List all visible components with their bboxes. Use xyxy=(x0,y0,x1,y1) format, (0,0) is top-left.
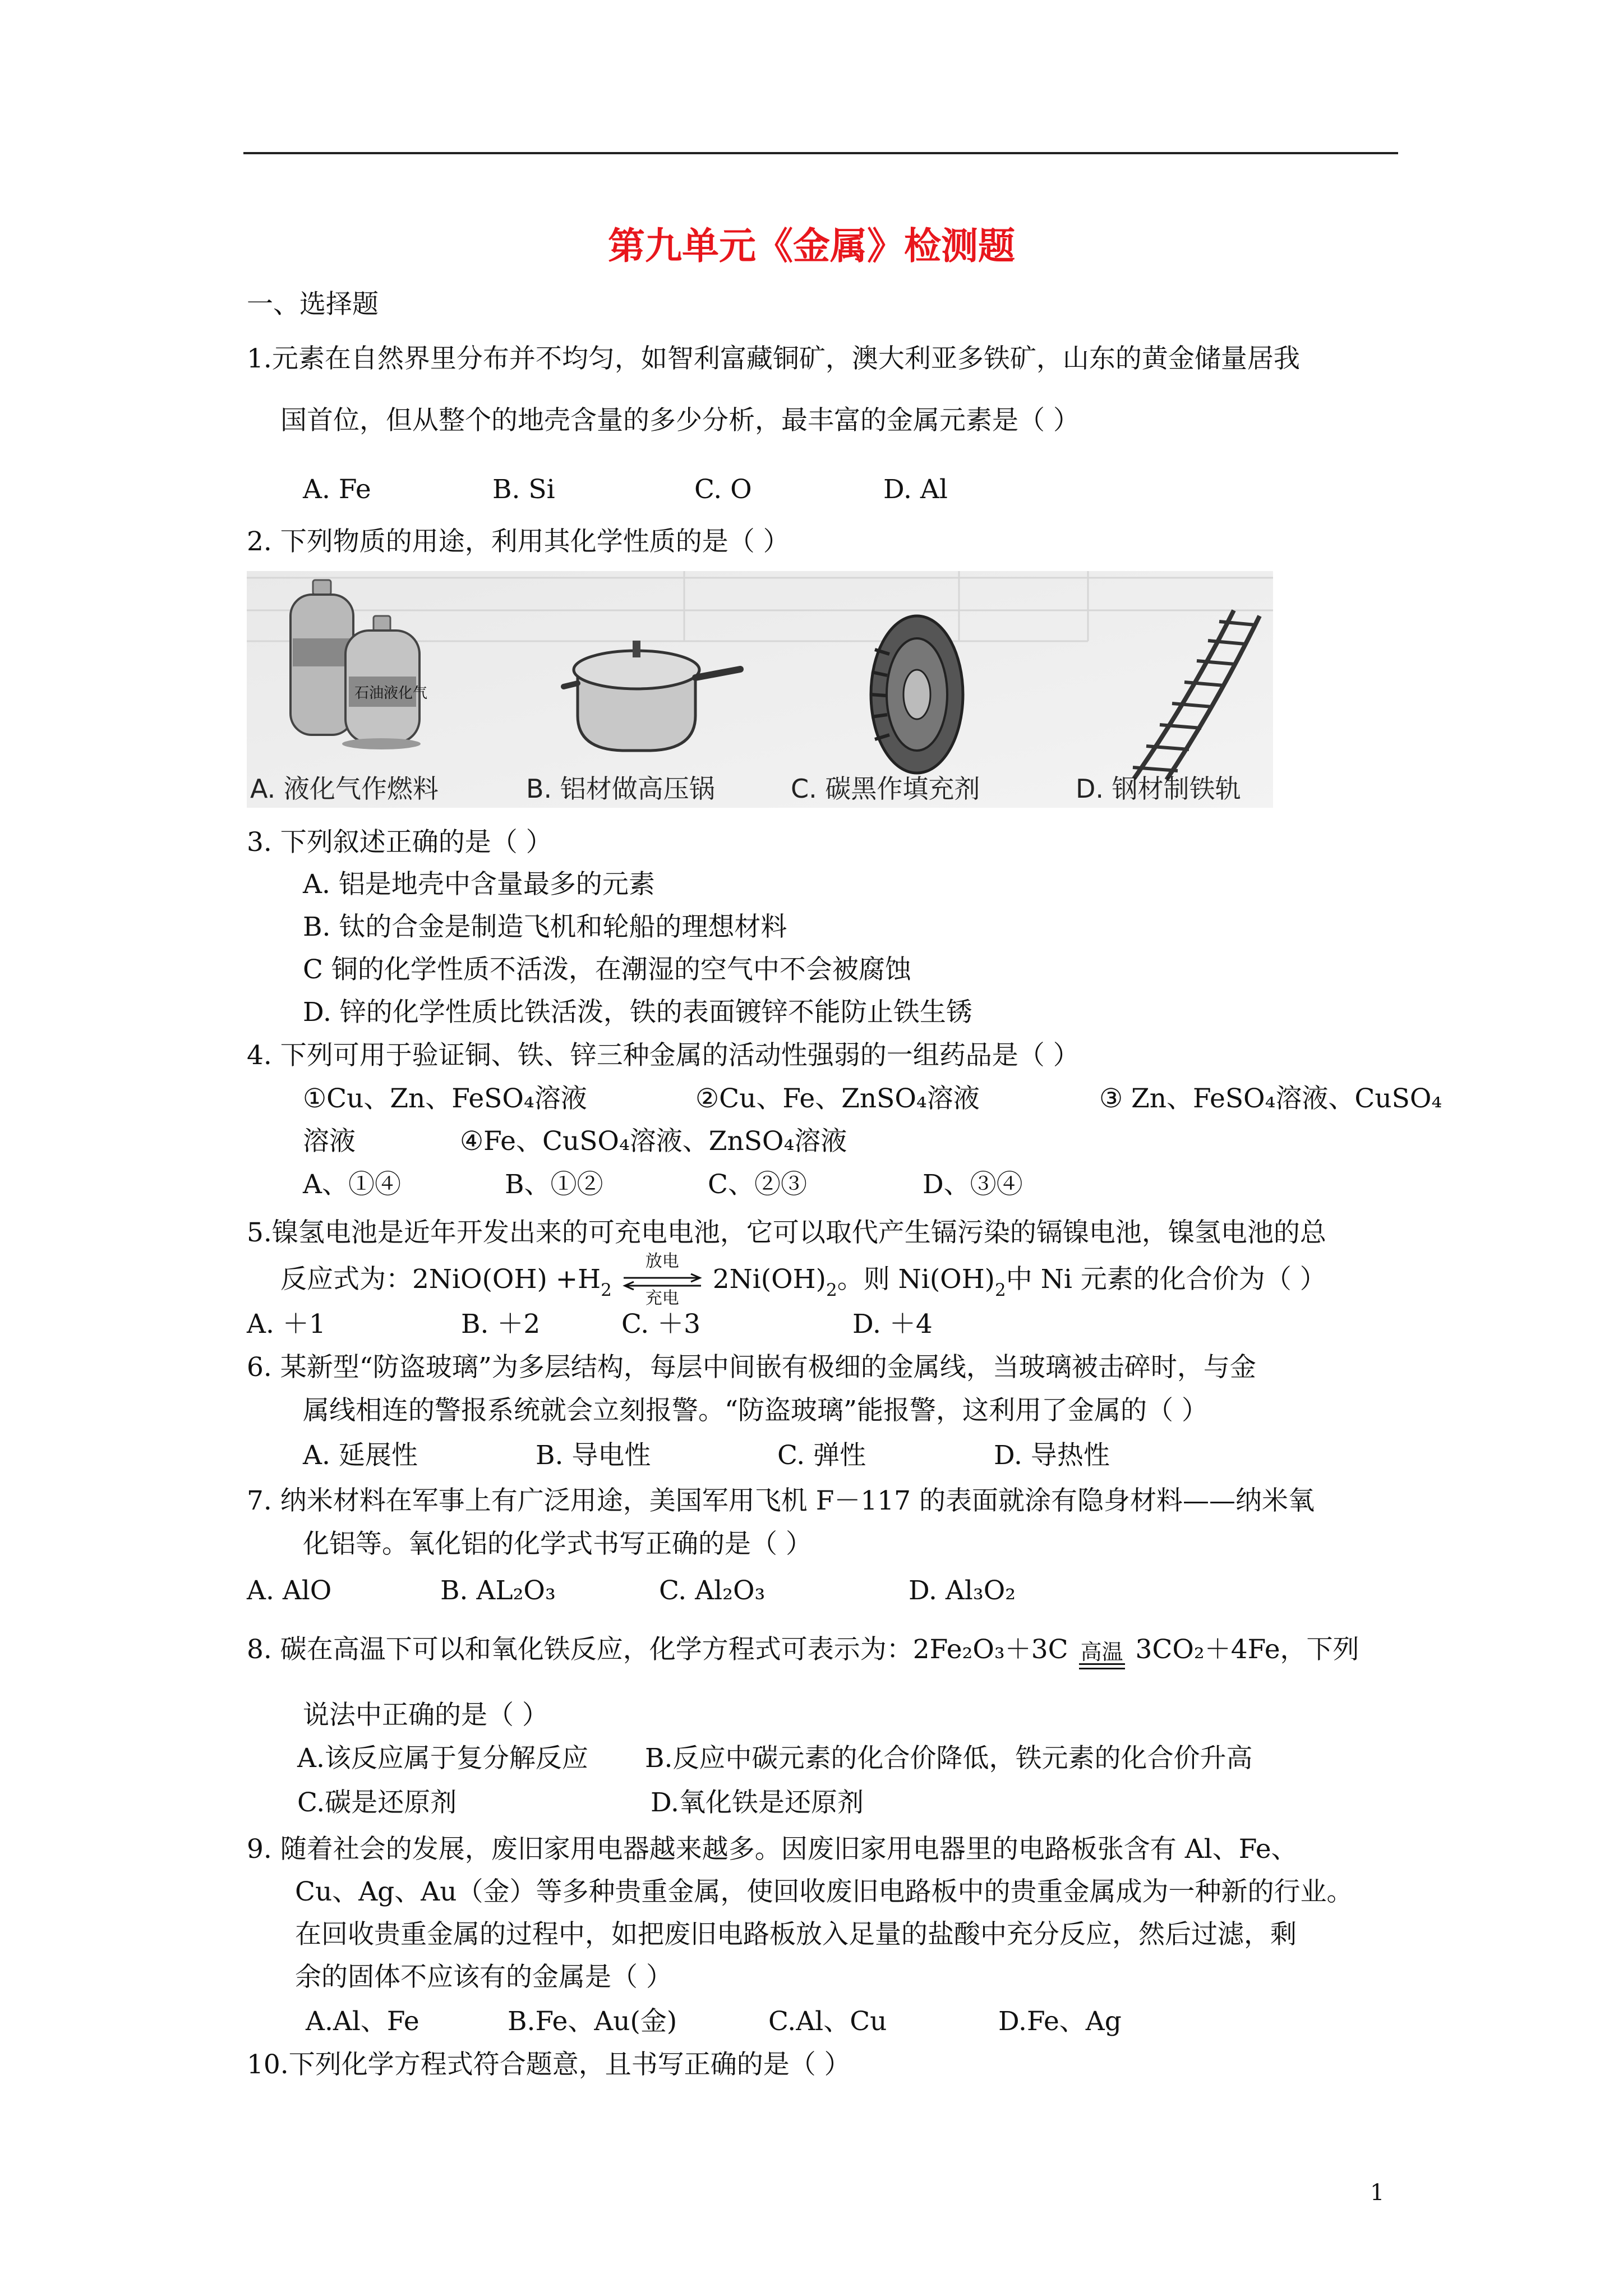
q1-option-b: B. Si xyxy=(492,474,555,505)
q4-set-2: ②Cu、Fe、ZnSO₄溶液 xyxy=(695,1083,980,1114)
q6-option-a: A. 延展性 xyxy=(303,1440,418,1471)
q8-option-d: D.氧化铁是还原剂 xyxy=(651,1787,864,1818)
q3-stem: 3. 下列叙述正确的是（ ） xyxy=(247,827,552,858)
q3-option-d: D. 锌的化学性质比铁活泼，铁的表面镀锌不能防止铁生锈 xyxy=(303,997,972,1028)
q2-caption-d: D. 钢材制铁轨 xyxy=(1076,774,1241,804)
q6-option-b: B. 导电性 xyxy=(536,1440,651,1471)
q3-option-a: A. 铝是地壳中含量最多的元素 xyxy=(303,869,655,900)
q1-stem-line2: 国首位，但从整个的地壳含量的多少分析，最丰富的金属元素是（ ） xyxy=(280,405,1080,436)
page-number: 1 xyxy=(1370,2180,1385,2206)
q7-stem-line1: 7. 纳米材料在军事上有广泛用途，美国军用飞机 F－117 的表面就涂有隐身材料——纳米氧 xyxy=(247,1485,1315,1516)
reversible-arrow-icon xyxy=(620,1273,704,1290)
q9-stem-line3: 在回收贵重金属的过程中，如把废旧电路板放入足量的盐酸中充分反应，然后过滤，剩 xyxy=(295,1919,1297,1950)
tire-icon xyxy=(870,616,963,773)
q5-equation-line: 反应式为：$2NiO(OH) +H_2$ 放电 充电 $2Ni(OH)_2$。则 $Ni(OH)_2$中 Ni 元素的化合价为（ ） xyxy=(280,1251,1326,1308)
q9-stem-line2: Cu、Ag、Au（金）等多种贵重金属，使回收废旧电路板中的贵重金属成为一种新的行业。 xyxy=(295,1876,1353,1907)
page-title: 第九单元《金属》检测题 xyxy=(608,224,1015,268)
q5-option-d: D. ＋4 xyxy=(852,1309,933,1340)
q4-option-b: B、①② xyxy=(505,1169,603,1200)
q9-stem-line4: 余的固体不应该有的金属是（ ） xyxy=(295,1962,672,1993)
q4-option-a: A、①④ xyxy=(303,1169,401,1200)
q6-option-d: D. 导热性 xyxy=(994,1440,1110,1471)
header-rule xyxy=(243,152,1398,154)
q8-stem-line2: 说法中正确的是（ ） xyxy=(303,1700,548,1731)
q9-option-d: D.Fe、Ag xyxy=(998,2006,1122,2037)
q4-set-3: ③ Zn、FeSO₄溶液、CuSO₄ xyxy=(1099,1083,1442,1114)
q5-option-b: B. ＋2 xyxy=(461,1309,541,1340)
q1-stem-line1: 1.元素在自然界里分布并不均匀，如智利富藏铜矿，澳大利亚多铁矿，山东的黄金储量居我 xyxy=(247,343,1300,374)
q2-caption-a: A. 液化气作燃料 xyxy=(250,774,439,804)
q5-option-a: A. ＋1 xyxy=(247,1309,326,1340)
q5-option-c: C. ＋3 xyxy=(621,1309,701,1340)
q7-option-a: A. AlO xyxy=(247,1575,332,1606)
q2-figure-illustration xyxy=(247,571,1273,808)
q9-option-a: A.Al、Fe xyxy=(306,2006,419,2037)
q2-figure xyxy=(247,571,1273,808)
q10-stem: 10.下列化学方程式符合题意，且书写正确的是（ ） xyxy=(247,2049,851,2080)
q9-option-b: B.Fe、Au(金) xyxy=(508,2006,677,2037)
tank-label: 石油液化气 xyxy=(354,685,428,702)
q3-option-b: B. 钛的合金是制造飞机和轮船的理想材料 xyxy=(303,912,787,942)
q1-option-d: D. Al xyxy=(883,474,948,505)
q6-stem-line1: 6. 某新型“防盗玻璃”为多层结构，每层中间嵌有极细的金属线，当玻璃被击碎时，与金 xyxy=(247,1352,1256,1383)
q4-set-3-tail: 溶液 xyxy=(303,1126,356,1157)
q8-option-c: C.碳是还原剂 xyxy=(297,1787,457,1818)
q5-reversible-arrow: 放电 充电 xyxy=(620,1266,704,1297)
q2-caption-b: B. 铝材做高压锅 xyxy=(526,774,715,804)
section-heading: 一、选择题 xyxy=(247,289,379,320)
q5-stem-line1: 5.镍氢电池是近年开发出来的可充电电池，它可以取代产生镉污染的镉镍电池，镍氢电池的总 xyxy=(247,1217,1326,1248)
q9-stem-line1: 9. 随着社会的发展，废旧家用电器越来越多。因废旧家用电器里的电路板张含有 Al、Fe、 xyxy=(247,1834,1298,1865)
q6-stem-line2: 属线相连的警报系统就会立刻报警。“防盗玻璃”能报警，这利用了金属的（ ） xyxy=(303,1395,1208,1426)
q8-condition: 高温 xyxy=(1077,1635,1127,1668)
q2-caption-c: C. 碳黑作填充剂 xyxy=(791,774,980,804)
q2-stem: 2. 下列物质的用途，利用其化学性质的是（ ） xyxy=(247,526,790,557)
q4-stem: 4. 下列可用于验证铜、铁、锌三种金属的活动性强弱的一组药品是（ ） xyxy=(247,1040,1080,1071)
q9-option-c: C.Al、Cu xyxy=(768,2006,887,2037)
q8-stem-line1: 8. 碳在高温下可以和氧化铁反应，化学方程式可表示为：2Fe₂O₃＋3C 高温 3CO₂＋4Fe，下列 xyxy=(247,1634,1359,1668)
q4-option-c: C、②③ xyxy=(708,1169,807,1200)
q7-stem-line2: 化铝等。氧化铝的化学式书写正确的是（ ） xyxy=(303,1529,812,1559)
q4-set-4: ④Fe、CuSO₄溶液、ZnSO₄溶液 xyxy=(460,1126,847,1157)
q8-option-a: A.该反应属于复分解反应 xyxy=(297,1743,588,1774)
q7-option-c: C. Al₂O₃ xyxy=(659,1575,766,1606)
q7-option-d: D. Al₃O₂ xyxy=(909,1575,1016,1606)
q6-option-c: C. 弹性 xyxy=(777,1440,866,1471)
q8-option-b: B.反应中碳元素的化合价降低，铁元素的化合价升高 xyxy=(645,1743,1253,1774)
q3-option-c: C 铜的化学性质不活泼，在潮湿的空气中不会被腐蚀 xyxy=(303,954,911,985)
q1-option-c: C. O xyxy=(694,474,752,505)
q4-option-d: D、③④ xyxy=(923,1169,1023,1200)
q1-option-a: A. Fe xyxy=(303,474,371,505)
q7-option-b: B. AL₂O₃ xyxy=(440,1575,556,1606)
q4-set-1: ①Cu、Zn、FeSO₄溶液 xyxy=(303,1083,587,1114)
